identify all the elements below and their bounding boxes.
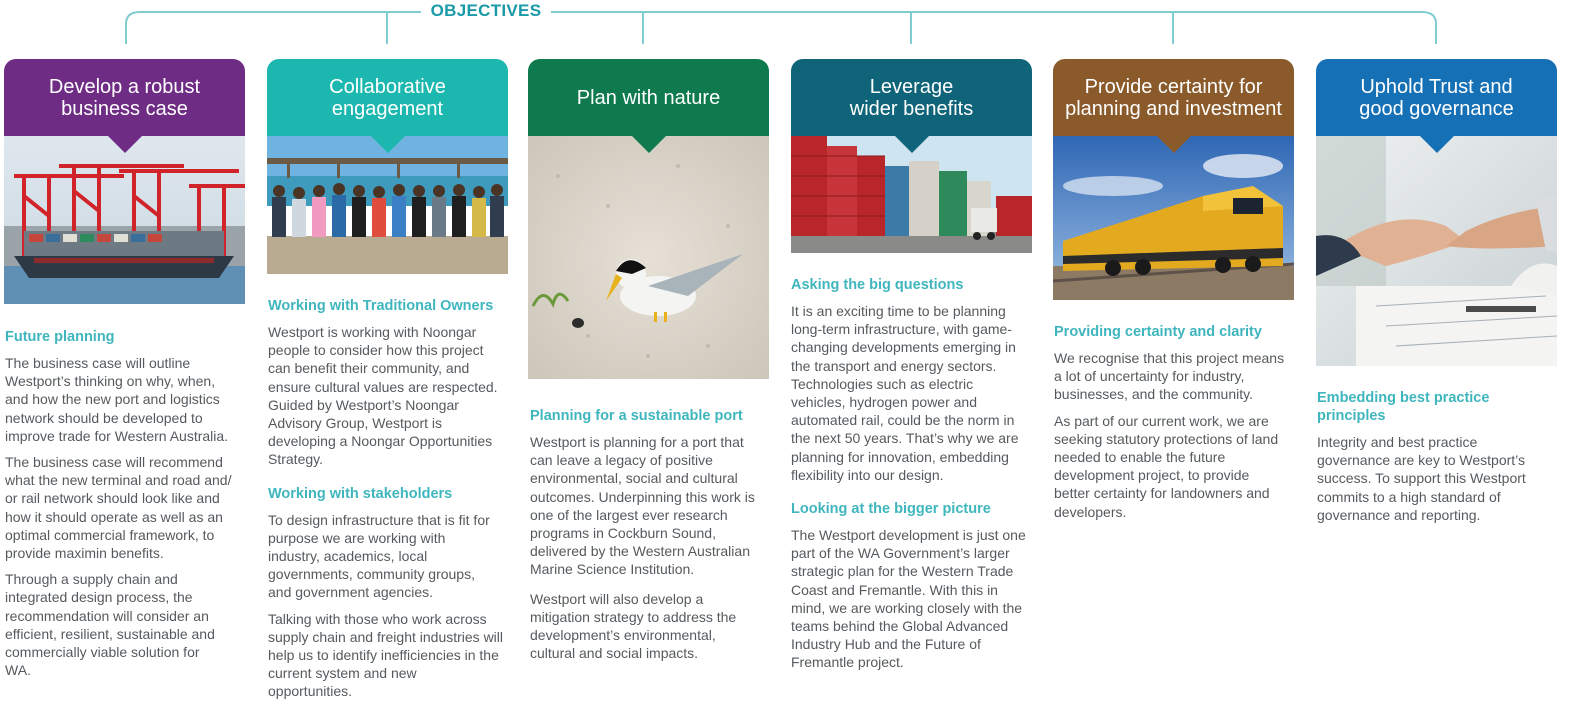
- heading-pointer: [895, 136, 929, 153]
- objective-column-engagement: [267, 59, 508, 274]
- section-title-traditional-owners: Working with Traditional Owners: [268, 298, 494, 314]
- heading-line-1: Plan with nature: [576, 86, 721, 109]
- column-heading: [4, 59, 245, 136]
- heading-line-1: Uphold Trust and: [1360, 75, 1513, 98]
- paragraph: Through a supply chain and integrated design process, the recommendation will consider an efficient, resilient, sustainable and commercially viable solution for WA.: [5, 571, 215, 679]
- section-title-stakeholders: Working with stakeholders: [268, 485, 453, 502]
- column-heading: [1053, 59, 1294, 136]
- paragraph: Westport is planning for a port that can leave a legacy of positive environmental, social and cultural outcomes. Underpinning this work is one of the largest ever research programs in Cockburn Sound, delivered by the Western Australian Marine Science Institution.: [530, 434, 755, 578]
- paragraph: Talking with those who work across supply chain and freight industries will help us to identify inefficiencies in the current system and new opportunities.: [268, 610, 504, 700]
- fairy-tern-image: [528, 136, 769, 379]
- heading-pointer: [108, 136, 142, 153]
- objective-column-nature: [528, 59, 769, 379]
- heading-line-2: wider benefits: [849, 97, 974, 120]
- heading-pointer: [1420, 136, 1454, 153]
- column-heading: [267, 59, 508, 136]
- heading-line-1: Provide certainty for: [1084, 75, 1263, 98]
- bracket-lines: [0, 0, 1581, 48]
- objectives-bracket: [0, 0, 1581, 48]
- column-text-certainty: [1054, 323, 1299, 529]
- paragraph: The Westport development is just one part of the WA Government’s larger strategic plan for the Western Trade Coast and Fremantle. With this in mind, we are working closely with the teams behind the Global Advanced Industry Hub and the Future of Fremantle project.: [791, 527, 1026, 671]
- section-title-certainty-clarity: Providing certainty and clarity: [1054, 324, 1262, 340]
- heading-line-2: planning and investment: [1065, 97, 1282, 120]
- column-text-engagement: [268, 297, 513, 709]
- column-text-wider-benefits: [791, 276, 1036, 680]
- section-title-sustainable-port: Planning for a sustainable port: [530, 408, 743, 424]
- group-photo-image: [267, 136, 508, 274]
- port-cranes-image: [4, 136, 245, 304]
- objective-column-governance: [1316, 59, 1557, 366]
- heading-pointer: [632, 136, 666, 153]
- heading-pointer: [1157, 136, 1191, 153]
- section-title-big-questions: Asking the big questions: [791, 277, 964, 293]
- objective-column-wider-benefits: [791, 59, 1032, 253]
- column-text-governance: [1317, 389, 1562, 532]
- paragraph: Integrity and best practice governance are key to Westport’s success. To support this Westport commits to a high standard of governance and reporting.: [1317, 434, 1526, 523]
- column-heading: [1316, 59, 1557, 136]
- paragraph: It is an exciting time to be planning long-term infrastructure, with game-changing developments emerging in the transport and energy sectors. Technologies such as electric vehicles, hydrogen power and automated rail, could be the norm in the next 50 years. That’s why we are planning for innovation, embedding flexibility into our design.: [791, 303, 1019, 483]
- paragraph: The business case will recommend what the new terminal and road and/ or rail network should look like and how it should operate as well as an optimal commercial framework, to provide maximin benefits.: [5, 454, 232, 562]
- section-title-best-practice: Embedding best practice principles: [1317, 390, 1490, 424]
- objectives-title: OBJECTIVES: [421, 1, 551, 21]
- section-title-future-planning: Future planning: [5, 329, 115, 345]
- paragraph: The business case will outline Westport’s thinking on why, when, and how the new port and logistics network should be developed to improve trade for Western Australia.: [5, 355, 229, 444]
- shipping-containers-image: [791, 136, 1032, 253]
- column-text-business-case: [5, 328, 250, 687]
- locomotive-image: [1053, 136, 1294, 300]
- paragraph: To design infrastructure that is fit for purpose we are working with industry, academics, local governments, community groups, and government agencies.: [268, 511, 490, 601]
- column-heading: [528, 59, 769, 136]
- heading-line-2: good governance: [1359, 97, 1514, 120]
- heading-line-1: Develop a robust: [48, 75, 201, 98]
- heading-line-2: business case: [61, 97, 188, 120]
- objective-column-business-case: [4, 59, 245, 304]
- heading-line-2: engagement: [331, 97, 444, 120]
- section-title-bigger-picture: Looking at the bigger picture: [791, 501, 991, 518]
- paragraph: Westport will also develop a mitigation strategy to address the development’s environmental, cultural and social impacts.: [530, 590, 737, 662]
- objective-column-certainty: [1053, 59, 1294, 300]
- heading-pointer: [371, 136, 405, 153]
- handshake-image: [1316, 136, 1557, 366]
- column-heading: [791, 59, 1032, 136]
- paragraph: We recognise that this project means a lot of uncertainty for industry, businesses, and the community.: [1054, 350, 1285, 403]
- heading-line-1: Leverage: [869, 75, 954, 98]
- column-text-nature: [530, 407, 775, 670]
- paragraph: As part of our current work, we are seeking statutory protections of land needed to enable the future development project, to provide better certainty for landowners and developers.: [1054, 412, 1279, 520]
- paragraph: Westport is working with Noongar people to consider how this project can benefit their community, and ensure cultural values are respected. Guided by Westport’s Noongar Advisory Group, Westport is developing a Noongar Opportunities Strategy.: [268, 324, 498, 468]
- heading-line-1: Collaborative: [329, 75, 446, 98]
